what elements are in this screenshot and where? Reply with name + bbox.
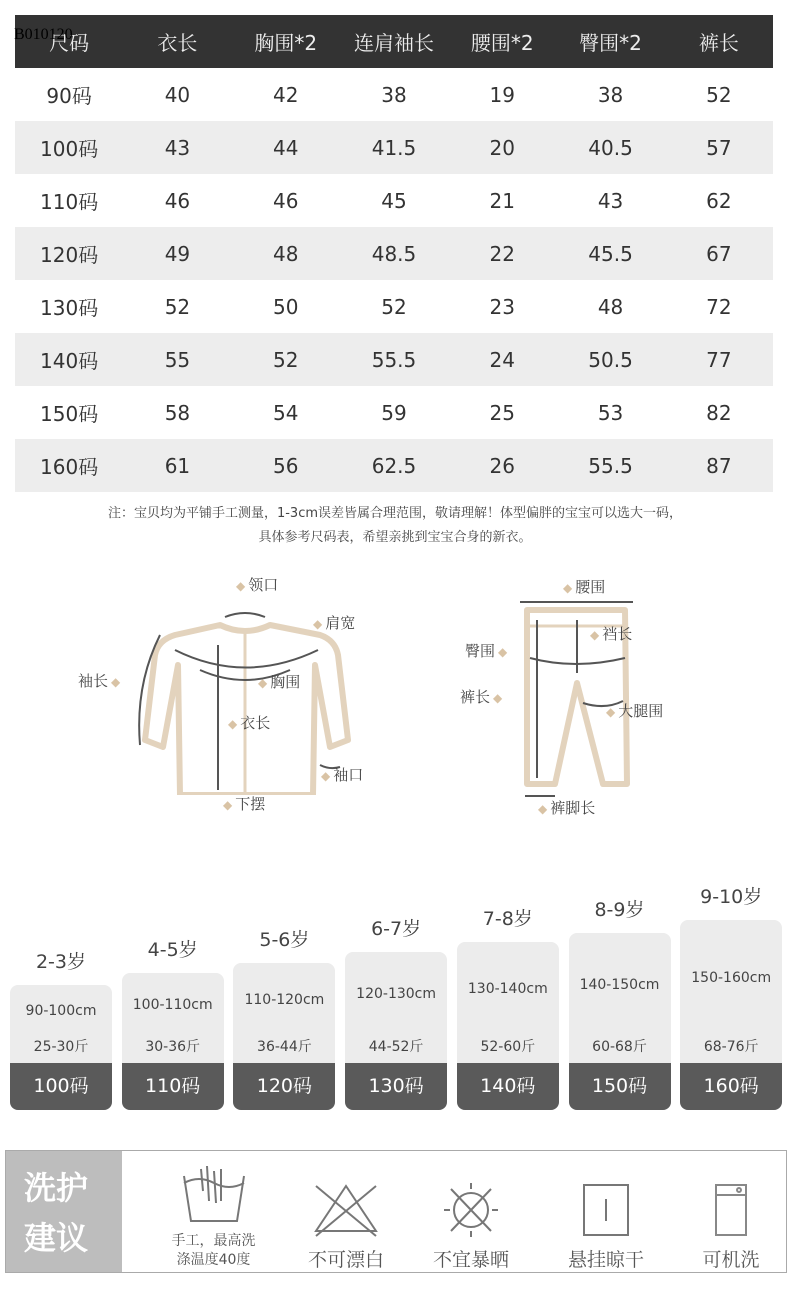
table-cell: 43 [123, 121, 231, 174]
height-range: 100-110cm [132, 996, 213, 1013]
label-cuff [318, 764, 363, 785]
table-cell: 52 [164, 294, 191, 319]
weight-range: 36-44斤 [257, 1039, 312, 1055]
table-row [15, 333, 773, 386]
height-range: 150-160cm [691, 970, 772, 986]
table-cell: 48.5 [340, 227, 448, 280]
age-card [122, 973, 224, 1110]
table-cell: 19 [489, 82, 515, 107]
table-cell: 52 [232, 333, 340, 386]
weight-range: 68-76斤 [703, 1039, 759, 1055]
col-sleeve: 连肩袖长 [340, 15, 448, 68]
age-card [345, 952, 447, 1110]
label-text: 裤脚长 [550, 799, 596, 817]
weight-range: 52-60斤 [480, 1039, 536, 1055]
label-text: 胸围 [270, 673, 301, 691]
care-label: 手工，最高洗 [171, 1233, 256, 1249]
table-cell: 61 [123, 439, 231, 492]
table-cell: 90码 [46, 84, 92, 108]
table-cell: 59 [381, 400, 407, 425]
care-label: 不宜暴晒 [432, 1249, 509, 1271]
age-label: 5-6岁 [259, 929, 310, 951]
diamond-icon: ◆ [606, 705, 616, 719]
weight-range: 25-30斤 [33, 1039, 89, 1055]
table-cell: 140码 [15, 333, 123, 386]
label-collar [233, 574, 278, 595]
height-range: 110-120cm [244, 991, 325, 1008]
table-cell: 26 [448, 439, 556, 492]
label-text: 袖口 [333, 766, 364, 784]
table-cell: 62.5 [340, 439, 448, 492]
col-pants-length: 裤长 [665, 15, 773, 68]
care-title-line: 建议 [24, 1219, 89, 1257]
size-badge: 120码 [233, 1063, 335, 1110]
label-leg-opening [535, 797, 595, 818]
table-cell: 53 [597, 400, 624, 425]
size-badge: 100码 [10, 1063, 112, 1110]
diamond-icon: ◆ [563, 581, 573, 595]
hang-dry-icon [581, 1181, 631, 1239]
no-bleach-icon [311, 1181, 381, 1239]
age-card [233, 963, 335, 1110]
care-title-line: 洗护 [24, 1169, 89, 1207]
table-cell: 46 [272, 188, 299, 213]
note-line: 注：宝贝均为平铺手工测量，1-3cm误差皆属合理范围，敬请理解！体型偏胖的宝宝可以选大一码， [107, 506, 683, 521]
hand-wash-icon [179, 1161, 249, 1226]
table-cell: 43 [597, 188, 624, 213]
table-cell: 21 [489, 188, 515, 213]
note-line: 具体参考尺码表，希望亲挑到宝宝合身的新衣。 [258, 530, 532, 545]
label-hip [465, 640, 510, 661]
care-machine-wash [681, 1181, 781, 1272]
diamond-icon: ◆ [493, 691, 503, 705]
age-card [457, 942, 559, 1110]
height-range: 90-100cm [25, 1002, 97, 1019]
label-chest [255, 671, 300, 692]
table-cell: 87 [665, 439, 773, 492]
diamond-icon: ◆ [223, 798, 233, 812]
care-label: 可机洗 [702, 1249, 760, 1271]
diamond-icon: ◆ [228, 717, 238, 731]
table-cell: 38 [597, 82, 624, 107]
label-pants-length [460, 686, 505, 707]
label-length [225, 712, 270, 733]
table-cell: 40.5 [556, 121, 664, 174]
diamond-icon: ◆ [258, 676, 268, 690]
diamond-icon: ◆ [590, 628, 600, 642]
table-cell: 58 [164, 400, 191, 425]
measurement-note [0, 502, 790, 550]
size-table [15, 15, 773, 492]
table-cell: 49 [123, 227, 231, 280]
weight-range: 44-52斤 [368, 1039, 424, 1055]
age-label: 7-8岁 [482, 908, 533, 930]
diamond-icon: ◆ [498, 645, 508, 659]
table-cell: 56 [232, 439, 340, 492]
label-text: 臀围 [465, 642, 496, 660]
table-row [15, 439, 773, 492]
label-text: 袖长 [78, 672, 109, 690]
table-cell: 77 [665, 333, 773, 386]
table-cell: 50.5 [556, 333, 664, 386]
label-text: 腰围 [575, 578, 606, 596]
table-cell: 55 [123, 333, 231, 386]
table-cell: 72 [706, 294, 732, 319]
care-label: 悬挂晾干 [567, 1249, 644, 1271]
age-label: 8-9岁 [594, 899, 645, 921]
table-cell: 25 [489, 400, 515, 425]
care-hang-dry [551, 1181, 661, 1272]
table-cell: 41.5 [340, 121, 448, 174]
table-cell: 82 [706, 400, 732, 425]
diamond-icon: ◆ [321, 769, 331, 783]
size-badge: 160码 [680, 1063, 782, 1110]
age-label: 2-3岁 [35, 951, 87, 973]
table-cell: 120码 [15, 227, 123, 280]
table-cell: 130码 [40, 296, 99, 320]
label-waist [560, 576, 605, 597]
table-cell: 62 [706, 188, 732, 213]
table-cell: 42 [272, 82, 299, 107]
table-cell: 24 [448, 333, 556, 386]
age-label: 4-5岁 [147, 939, 198, 961]
care-label: 不可漂白 [307, 1249, 384, 1271]
label-text: 下摆 [235, 795, 266, 813]
table-cell: 48 [597, 294, 624, 319]
col-waist: 腰围*2 [448, 15, 556, 68]
label-text: 大腿围 [618, 702, 664, 720]
table-cell: 38 [381, 82, 407, 107]
machine-wash-icon [711, 1181, 751, 1239]
size-badge: 140码 [457, 1063, 559, 1110]
age-card [680, 920, 782, 1110]
col-hip: 臀围*2 [556, 15, 664, 68]
table-cell: 44 [232, 121, 340, 174]
table-row [15, 174, 773, 227]
table-cell: 45 [381, 188, 407, 213]
size-badge: 130码 [345, 1063, 447, 1110]
table-cell: 22 [448, 227, 556, 280]
table-row [15, 386, 773, 439]
height-range: 120-130cm [356, 986, 437, 1002]
label-text: 领口 [248, 576, 279, 594]
table-cell: 52 [706, 82, 732, 107]
label-text: 肩宽 [325, 614, 356, 632]
label-rise [587, 623, 632, 644]
table-row [15, 121, 773, 174]
label-thigh [603, 700, 663, 721]
table-cell: 48 [232, 227, 340, 280]
diamond-icon: ◆ [538, 802, 548, 816]
age-card [569, 933, 671, 1110]
label-text: 裤长 [460, 688, 491, 706]
age-label: 6-7岁 [371, 918, 422, 940]
age-label: 9-10岁 [700, 886, 763, 908]
no-sun-icon [441, 1181, 501, 1239]
label-text: 衣长 [240, 714, 271, 732]
table-cell: 40 [164, 82, 191, 107]
table-cell: 160码 [15, 439, 123, 492]
care-label: 涤温度40度 [176, 1252, 251, 1268]
table-cell: 52 [381, 294, 407, 319]
table-cell: 55.5 [556, 439, 664, 492]
weight-range: 60-68斤 [592, 1039, 647, 1055]
table-cell: 100码 [15, 121, 123, 174]
height-range: 140-150cm [579, 976, 660, 993]
table-cell: 54 [272, 400, 299, 425]
table-row [15, 68, 773, 121]
height-range: 130-140cm [467, 981, 548, 997]
diamond-icon: ◆ [236, 579, 246, 593]
table-cell: 55.5 [340, 333, 448, 386]
col-length: 衣长 [123, 15, 231, 68]
table-cell: 150码 [40, 402, 99, 426]
table-cell: 50 [272, 294, 299, 319]
care-no-sun [416, 1181, 526, 1272]
size-badge: 150码 [569, 1063, 671, 1110]
product-code: B010120 [14, 26, 73, 43]
weight-range: 30-36斤 [145, 1039, 201, 1055]
label-text: 裆长 [602, 625, 633, 643]
table-cell: 67 [665, 227, 773, 280]
table-row [15, 227, 773, 280]
table-cell: 57 [665, 121, 773, 174]
col-chest: 胸围*2 [232, 15, 340, 68]
label-hem [220, 793, 265, 814]
size-badge: 110码 [122, 1063, 224, 1110]
diamond-icon: ◆ [313, 617, 323, 631]
age-card [10, 985, 112, 1110]
table-header-row [15, 15, 773, 68]
label-shoulder [310, 612, 355, 633]
col-size: 尺码 [15, 15, 123, 68]
table-cell: 20 [448, 121, 556, 174]
table-cell: 110码 [40, 190, 99, 214]
table-row [15, 280, 773, 333]
table-cell: 45.5 [556, 227, 664, 280]
care-instructions [5, 1150, 787, 1273]
care-title [6, 1151, 122, 1272]
care-no-bleach [291, 1181, 401, 1272]
care-hand-wash [156, 1161, 271, 1270]
diamond-icon: ◆ [111, 675, 121, 689]
table-cell: 23 [489, 294, 515, 319]
label-sleeve [78, 670, 123, 691]
table-cell: 46 [164, 188, 191, 213]
